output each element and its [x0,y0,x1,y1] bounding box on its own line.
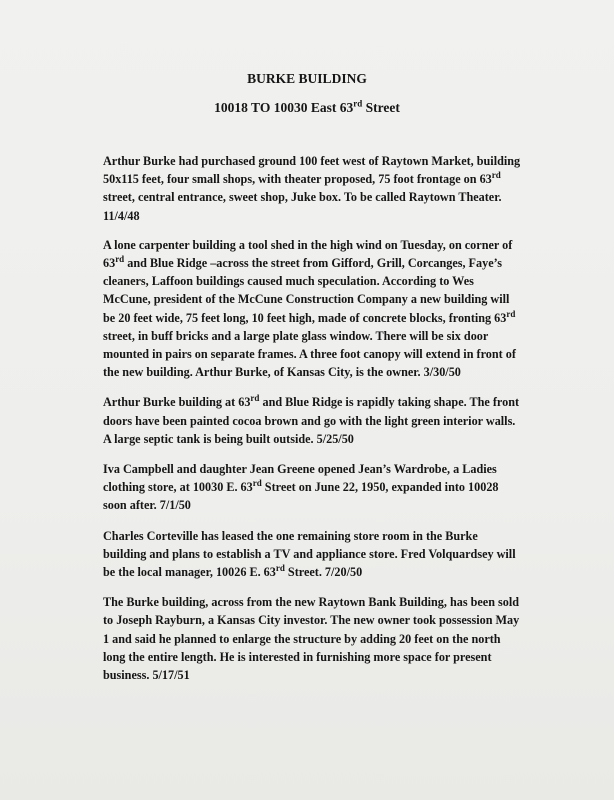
paragraph-4 [103,460,523,515]
paragraph-text: Street on June 22, 1950, expanded into 10028 soon after. 7/1/50 [103,480,499,513]
superscript: rd [506,308,516,319]
paragraph-text: and Blue Ridge –across the street from Gifford, Grill, Corcanges, Faye’s cleaners, Laffoon buildings caused much speculation. According to Wes McCune, president of the McCune Construction Company a new building will be 20 feet wide, 75 feet long, 10 feet high, made of concrete blocks, fronting 63 [103,256,510,325]
superscript: rd [491,170,501,181]
paragraph-text: Charles Corteville has leased the one remaining store room in the Burke building and plans to establish a TV and appliance store. Fred Volquardsey will be the local manager, 10026 E. 63 [103,528,516,580]
paragraph-text: Arthur Burke building at 63 [103,395,251,410]
paragraph-text: and Blue Ridge is rapidly taking shape. The front doors have been painted cocoa brown and go with the light green interior walls. A large septic tank is being built outside. 5/25/50 [103,395,520,446]
document-subtitle [0,100,614,116]
paragraph-text: A lone carpenter building a tool shed in the high wind on Tuesday, on corner of 63 [103,237,513,271]
superscript: rd [275,563,285,573]
subtitle-superscript: rd [353,98,363,109]
document-body [103,152,523,696]
paragraph-1 [103,152,523,225]
paragraph-text: street, central entrance, sweet shop, Juke box. To be called Raytown Theater. 11/4/48 [103,190,502,223]
superscript: rd [250,393,260,404]
paragraph-text: The Burke building, across from the new Raytown Bank Building, has been sold to Joseph Rayburn, a Kansas City investor. The new owner took possession May 1 and said he planned to enlarge the structure by adding 20 feet on the north long the entire length. He is interested in furnishing more space for present business. 5/17/51 [103,595,520,683]
paragraph-text: Iva Campbell and daughter Jean Greene opened Jean’s Wardrobe, a Ladies clothing store, at 10030 E. 63 [103,462,497,495]
paragraph-6 [103,593,523,684]
superscript: rd [252,478,262,489]
subtitle-text: 10018 TO 10030 East 63 [214,100,354,115]
paragraph-text: Arthur Burke had purchased ground 100 feet west of Raytown Market, building 50x115 feet, four small shops, with theater proposed, 75 foot frontage on 63 [103,154,521,187]
paragraph-text: Street. 7/20/50 [284,565,363,580]
paragraph-5 [103,527,523,582]
superscript: rd [115,253,125,264]
paragraph-text: street, in buff bricks and a large plate glass window. There will be six door mounted in pairs on separate frames. A three foot canopy will extend in front of the new building. Arthur Burke, of Kansas City, is the owner. 3/30/50 [103,328,516,380]
paragraph-3 [103,393,523,448]
subtitle-text-end: Street [362,100,400,115]
paragraph-2 [103,236,523,382]
document-title: BURKE BUILDING [247,71,367,86]
